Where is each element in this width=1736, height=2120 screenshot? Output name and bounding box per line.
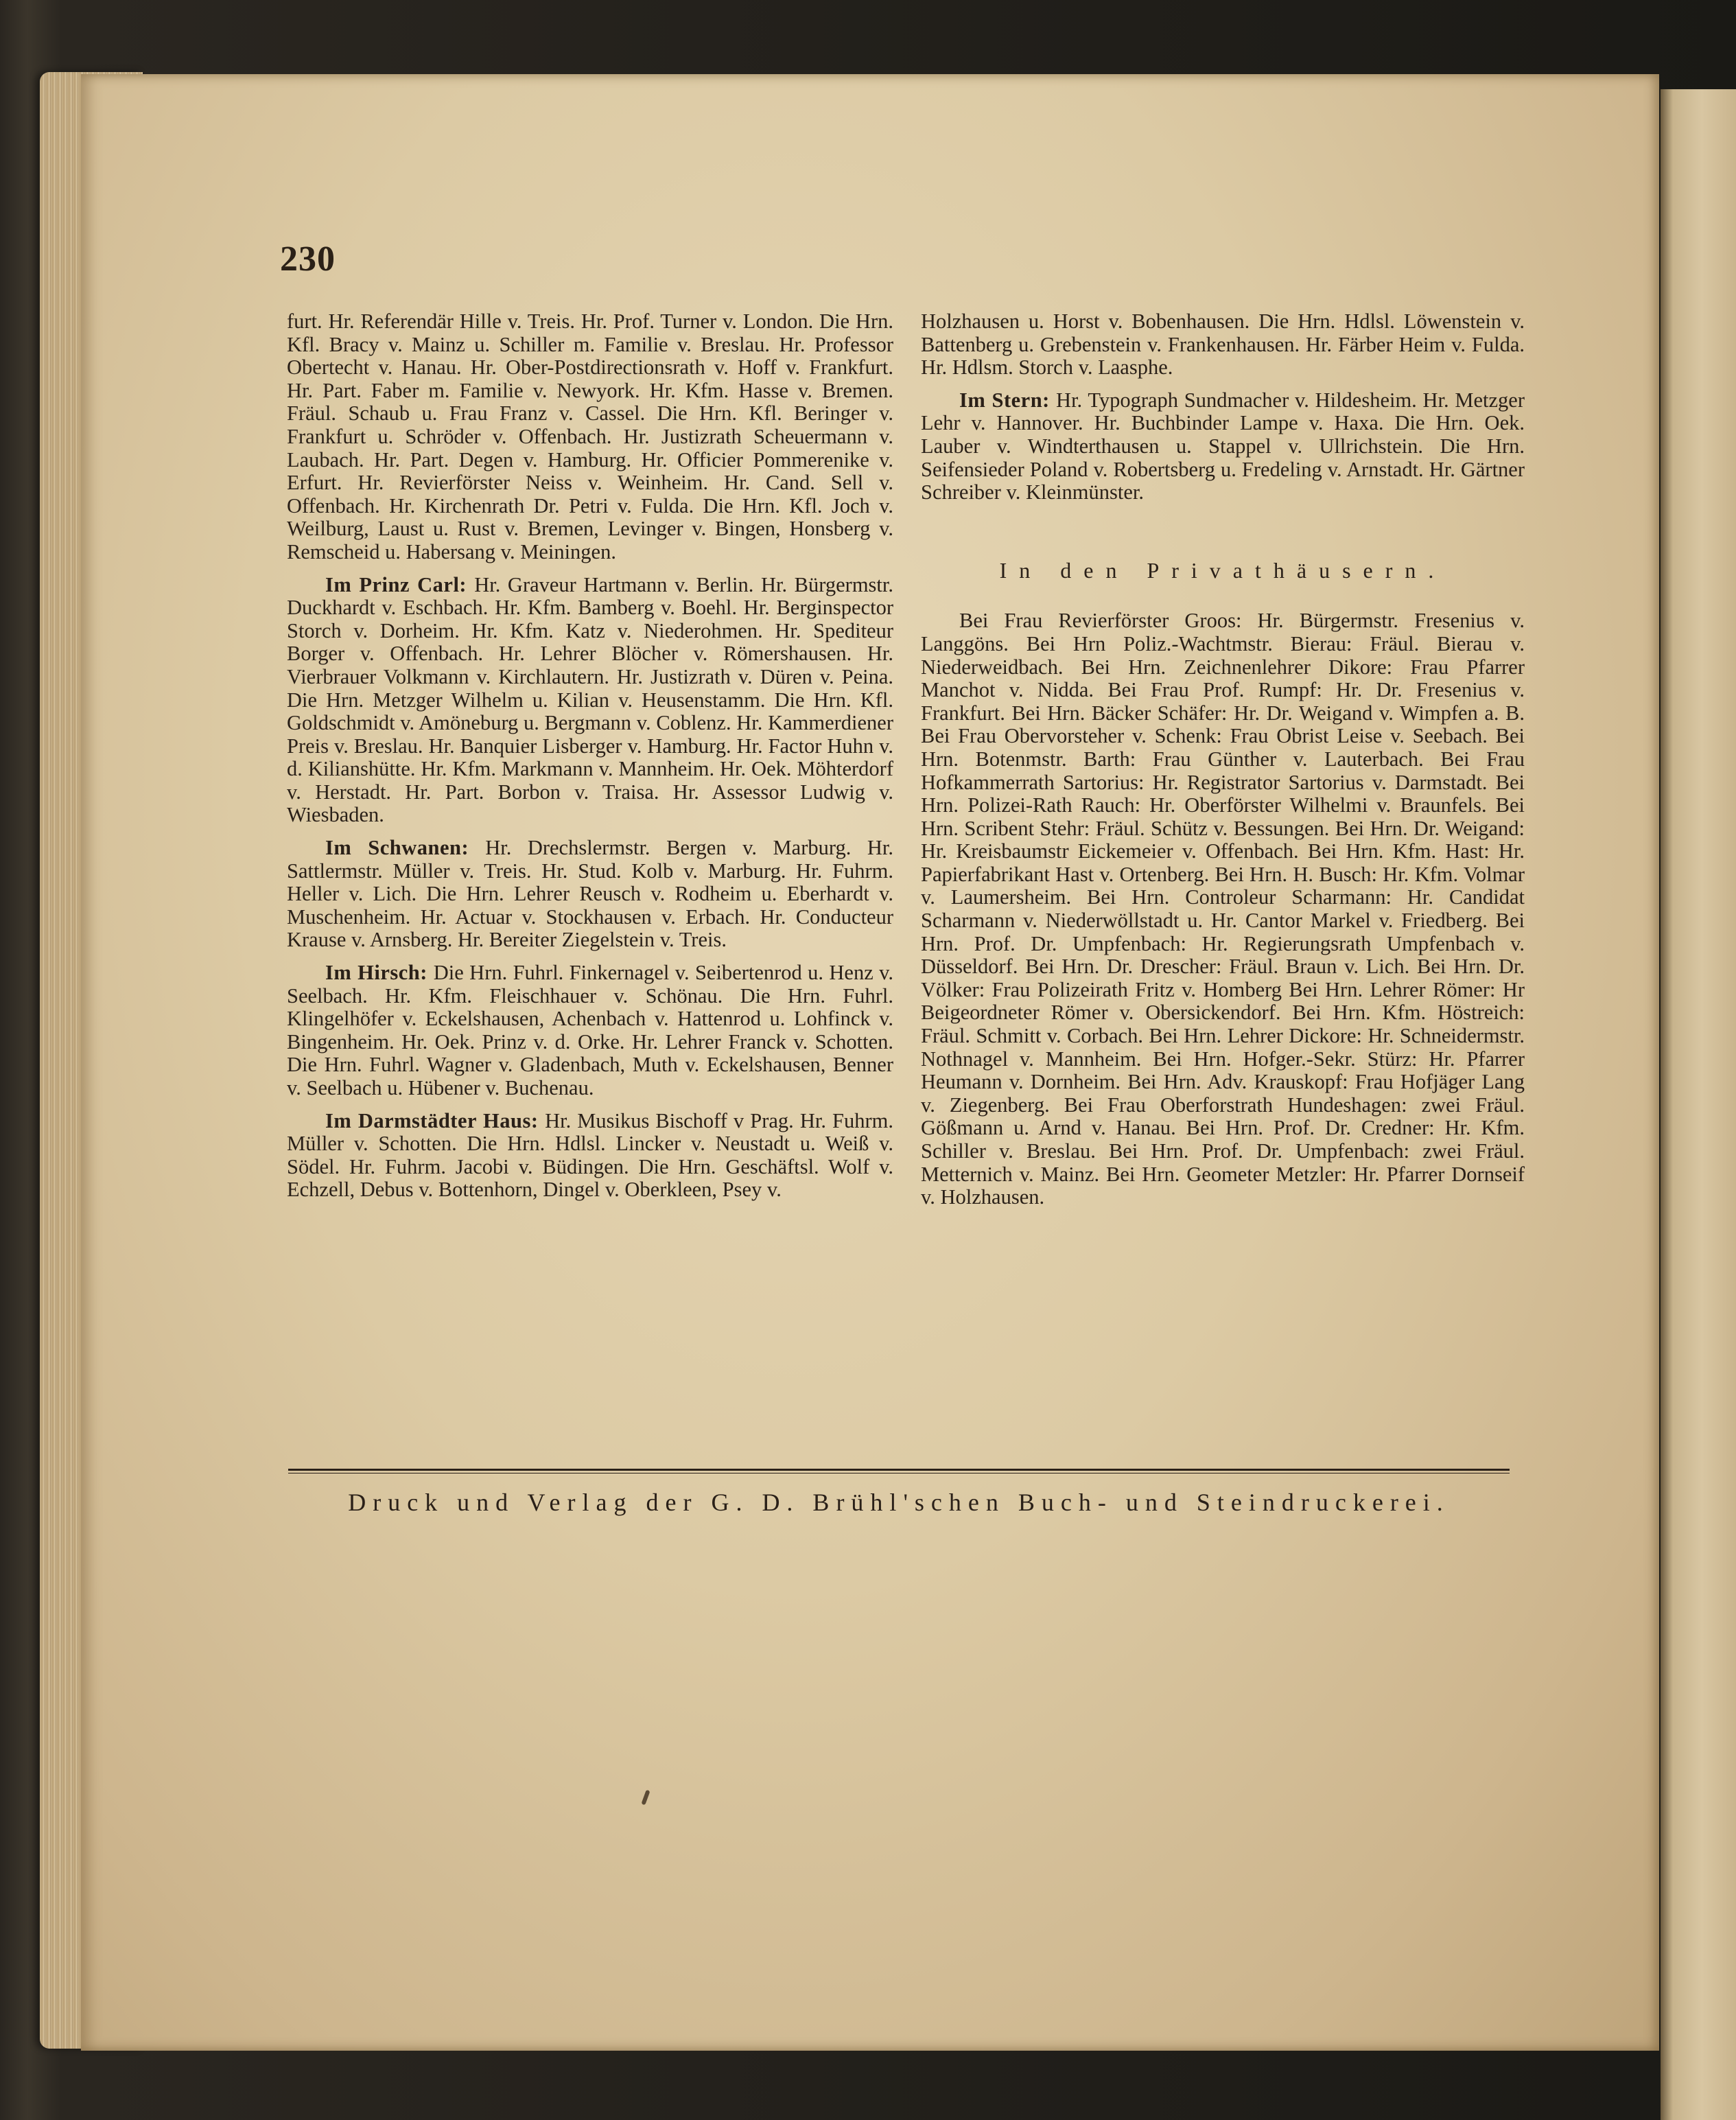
hotel-entry-hirsch (287, 962, 893, 1100)
section-heading: In den Privathäusern. (999, 557, 1446, 583)
hotel-guests: Hr. Musikus Bischoff v Prag. Hr. Fuhrm. Müller v. Schotten. Die Hrn. Hdlsl. Lincker v. Neustadt u. Weiß v. Södel. Hr. Fuhrm. Jacobi v. Büdingen. Die Hrn. Geschäftsl. Wolf v. Echzell, Debus v. Bottenhorn, Dingel v. Oberkleen, Psey v. (287, 1108, 893, 1202)
hotel-heading: Im Prinz Carl: (325, 572, 475, 596)
hotel-entry-prinz-carl (287, 574, 893, 828)
printer-imprint: Druck und Verlag der G. D. Brühl'schen Buch- und Steindruckerei. (348, 1489, 1450, 1516)
double-rule-divider (288, 1469, 1510, 1473)
page-number: 230 (280, 240, 336, 279)
ink-mark (641, 1790, 650, 1806)
private-houses-list: Bei Frau Revierförster Groos: Hr. Bürgermstr. Fresenius v. Langgöns. Bei Hrn Poliz.-Wachtmstr. Bierau: Fräul. Bierau v. Niederweidbach. Bei Hrn. Zeichnenlehrer Dikore: Frau Pfarrer Manchot v. Nidda. Bei Frau Prof. Rumpf: Hr. Dr. Fresenius v. Frankfurt. Bei Hrn. Bäcker Schäfer: Hr. Dr. Weigand v. Wimpfen a. B. Bei Frau Obervorsteher v. Schenk: Frau Obrist Leise v. Seebach. Bei Hrn. Botenmstr. Barth: Frau Günther v. Lauterbach. Bei Frau Hofkammerrath Sartorius: Hr. Registrator Sartorius v. Darmstadt. Bei Hrn. Polizei-Rath Rauch: Hr. Oberförster Wilhelmi v. Braunfels. Bei Hrn. Scribent Stehr: Fräul. Schütz v. Bessungen. Bei Hrn. Dr. Weigand: Hr. Kreisbaumstr Eickemeier v. Offenbach. Bei Hrn. Kfm. Hast: Hr. Papierfabrikant Hast v. Ortenberg. Bei Hrn. H. Busch: Hr. Kfm. Volmar v. Laumersheim. Bei Hrn. Controleur Scharmann: Hr. Candidat Scharmann v. Niederwöllstadt u. Hr. Cantor Markel v. Friedberg. Bei Hrn. Prof. Dr. Umpfenbach: Hr. Regierungsrath Umpfenbach v. Düsseldorf. Bei Hrn. Dr. Drescher: Fräul. Braun v. Lich. Bei Hrn. Dr. Völker: Frau Polizeirath Fritz v. Homberg Bei Hrn. Lehrer Römer: Hr Beigeordneter Römer v. Obersickendorf. Bei Hrn. Kfm. Höstreich: Fräul. Schmitt v. Corbach. Bei Hrn. Lehrer Dickore: Hr. Schneidermstr. Nothnagel v. Mannheim. Bei Hrn. Hofger.-Sekr. Stürz: Hr. Pfarrer Heumann v. Dornheim. Bei Hrn. Adv. Krauskopf: Frau Hofjäger Lang v. Ziegenberg. Bei Frau Oberforstrath Hundeshagen: zwei Fräul. Gößmann u. Arnd v. Hanau. Bei Hrn. Prof. Dr. Credner: Hr. Kfm. Schiller v. Breslau. Bei Hrn. Prof. Dr. Umpfenbach: zwei Fräul. Metternich v. Mainz. Bei Hrn. Geometer Metzler: Hr. Pfarrer Dornseif v. Holzhausen. (921, 609, 1525, 1209)
hotel-guests: Die Hrn. Fuhrl. Finkernagel v. Seibertenrod u. Henz v. Seelbach. Hr. Kfm. Fleischhauer v. Schönau. Die Hrn. Fuhrl. Klingelhöfer v. Eckelshausen, Achenbach v. Hattenrod u. Lohfinck v. Bingenheim. Hr. Oek. Prinz v. d. Orke. Hr. Lehrer Franck v. Schotten. Die Hrn. Fuhrl. Wagner v. Gladenbach, Muth v. Eckelshausen, Benner v. Seelbach u. Hübener v. Buchenau. (287, 961, 893, 1099)
hotel-entry-darmstaedter-haus (287, 1110, 893, 1202)
right-column (921, 310, 1525, 1219)
guest-list-paragraph: furt. Hr. Referendär Hille v. Treis. Hr. Prof. Turner v. London. Die Hrn. Kfl. Bracy v. Mainz u. Schiller m. Familie v. Breslau. Hr. Professor Obertecht v. Hanau. Hr. Ober-Postdirectionsrath v. Hoff v. Frankfurt. Hr. Part. Faber m. Familie v. Newyork. Hr. Kfm. Hasse v. Bremen. Fräul. Schaub u. Frau Franz v. Cassel. Die Hrn. Kfl. Beringer v. Frankfurt u. Schröder v. Offenbach. Hr. Justizrath Scheuermann v. Laubach. Hr. Part. Degen v. Hamburg. Hr. Officier Pommerenike v. Erfurt. Hr. Revierförster Neiss v. Weinheim. Hr. Cand. Sell v. Offenbach. Hr. Kirchenrath Dr. Petri v. Fulda. Die Hrn. Kfl. Joch v. Weilburg, Laust u. Rust v. Bremen, Levinger v. Bingen, Honsberg v. Remscheid u. Habersang v. Meiningen. (287, 310, 893, 563)
hotel-heading: Im Darmstädter Haus: (325, 1108, 546, 1132)
hotel-entry-stern (921, 389, 1525, 504)
left-column (287, 310, 893, 1211)
hotel-heading: Im Stern: (959, 388, 1057, 412)
hotel-heading: Im Schwanen: (325, 836, 486, 860)
hotel-guests: Hr. Graveur Hartmann v. Berlin. Hr. Bürgermstr. Duckhardt v. Eschbach. Hr. Kfm. Bamberg v. Boehl. Hr. Berginspector Storch v. Dorheim. Hr. Kfm. Katz v. Niederohmen. Hr. Spediteur Borger v. Offenbach. Hr. Lehrer Blöcher v. Römershausen. Hr. Vierbrauer Volkmann v. Kirchlautern. Hr. Justizrath v. Düren v. Peina. Die Hrn. Metzger Wilhelm u. Kilian v. Heusenstamm. Die Hrn. Kfl. Goldschmidt v. Amöneburg u. Bergmann v. Coblenz. Hr. Kammerdiener Preis v. Breslau. Hr. Banquier Lisberger v. Hamburg. Hr. Factor Huhn v. d. Kilianshütte. Hr. Kfm. Markmann v. Mannheim. Hr. Oek. Möhterdorf v. Herstadt. Hr. Part. Borbon v. Traisa. Hr. Assessor Ludwig v. Wiesbaden. (287, 572, 893, 827)
guest-list-paragraph: Holzhausen u. Horst v. Bobenhausen. Die Hrn. Hdlsl. Löwenstein v. Battenberg u. Grebenstein v. Frankenhausen. Hr. Färber Heim v. Fulda. Hr. Hdlsm. Storch v. Laasphe. (921, 310, 1525, 380)
hotel-entry-schwanen (287, 837, 893, 952)
hotel-guests: Hr. Typograph Sundmacher v. Hildesheim. Hr. Metzger Lehr v. Hannover. Hr. Buchbinder Lampe v. Haxa. Die Hrn. Oek. Lauber v. Windterthausen u. Stappel v. Ullrichstein. Die Hrn. Seifensieder Poland v. Robertsberg u. Fredeling v. Arnstadt. Hr. Gärtner Schreiber v. Kleinmünster. (921, 388, 1525, 504)
adjacent-page-edge (1661, 89, 1736, 2120)
hotel-guests: Hr. Drechslermstr. Bergen v. Marburg. Hr. Sattlermstr. Müller v. Treis. Hr. Stud. Kolb v. Marburg. Hr. Fuhrm. Heller v. Lich. Die Hrn. Lehrer Reusch v. Rodheim u. Eberhardt v. Muschenheim. Hr. Actuar v. Stockhausen v. Erbach. Hr. Conducteur Krause v. Arnsberg. Hr. Bereiter Ziegelstein v. Treis. (287, 836, 893, 952)
hotel-heading: Im Hirsch: (325, 961, 434, 985)
